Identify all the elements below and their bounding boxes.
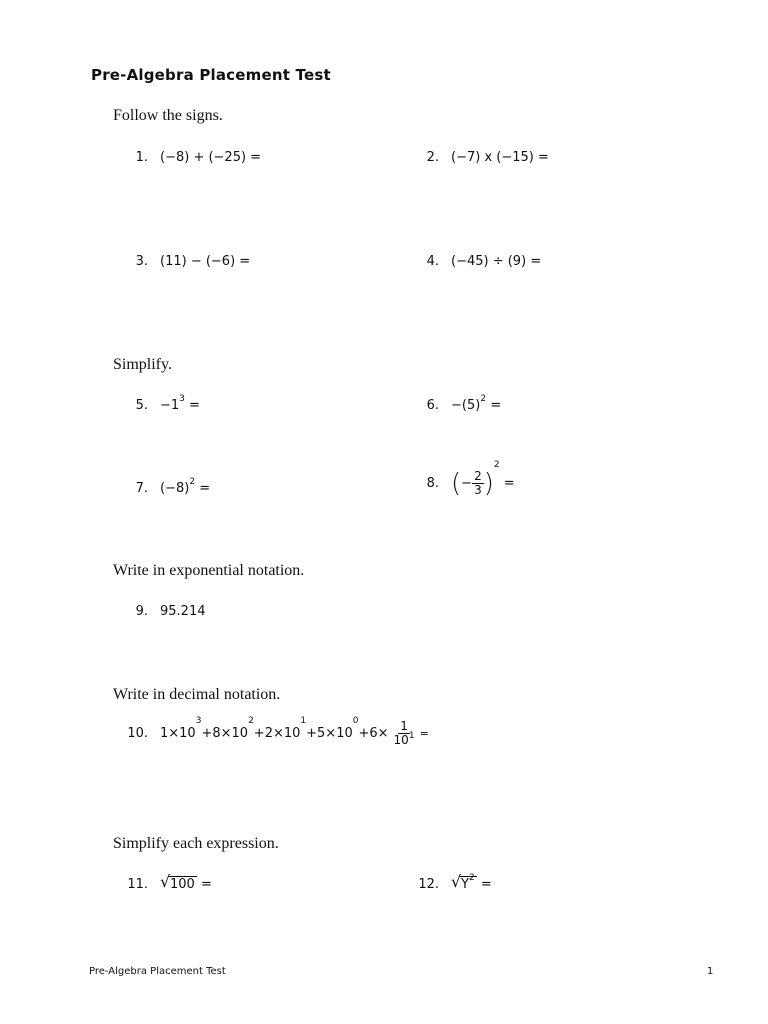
radicand-exponent: 2 xyxy=(468,873,475,883)
fraction-numerator: 1 xyxy=(400,719,408,733)
problem-expression: (−7) x (−15) = xyxy=(451,150,549,165)
radicand xyxy=(459,873,477,892)
problem-expression: (11) − (−6) = xyxy=(160,254,251,269)
problem-equals: = xyxy=(419,727,429,740)
problem-4 xyxy=(423,254,541,269)
problem-number: 1. xyxy=(135,150,148,165)
problem-11 xyxy=(122,872,212,892)
problem-12 xyxy=(413,872,492,892)
term-2-exponent: 2 xyxy=(248,716,254,726)
fraction xyxy=(472,470,484,497)
term-1-exponent: 3 xyxy=(195,716,202,726)
problem-number: 4. xyxy=(426,254,439,269)
problem-equals: = xyxy=(503,476,515,491)
problem-expression: (−45) ÷ (9) = xyxy=(451,254,542,269)
problem-number: 11. xyxy=(127,877,148,892)
problem-3 xyxy=(132,254,250,269)
problem-number: 12. xyxy=(418,877,439,892)
problem-base: (−8) xyxy=(160,481,190,496)
problem-5 xyxy=(132,394,200,413)
term-4-exponent: 0 xyxy=(352,716,359,726)
radicand: 100 xyxy=(170,877,195,892)
radicand-base: Y xyxy=(461,877,469,892)
section-heading-exponential: Write in exponential notation. xyxy=(113,562,305,579)
fraction-denominator: 3 xyxy=(474,483,482,497)
section-heading-decimal: Write in decimal notation. xyxy=(113,686,281,703)
right-paren: ) xyxy=(483,468,494,499)
problem-equals: = xyxy=(490,398,502,413)
problem-7 xyxy=(132,477,211,496)
radical-sign-icon: √ xyxy=(160,872,171,891)
problem-10 xyxy=(122,716,429,747)
term-1: 1×10 xyxy=(160,726,196,741)
section-heading-follow-signs: Follow the signs. xyxy=(113,107,223,124)
problem-exponent: 2 xyxy=(493,460,500,470)
problem-number: 5. xyxy=(135,398,148,413)
fraction-denominator-base: 10 xyxy=(393,733,409,747)
problem-8 xyxy=(423,460,515,499)
term-5: +6× xyxy=(358,726,389,741)
square-root xyxy=(160,872,197,892)
term-3-exponent: 1 xyxy=(300,716,307,726)
problem-base: −1 xyxy=(160,398,180,413)
problem-exponent: 2 xyxy=(480,394,487,404)
square-root xyxy=(451,872,477,892)
page-title: Pre-Algebra Placement Test xyxy=(91,66,331,84)
fraction-sign: − xyxy=(461,476,473,491)
problem-9 xyxy=(132,604,206,619)
problem-expression: 95.214 xyxy=(160,604,206,619)
page-number: 1 xyxy=(707,966,714,977)
problem-base: −(5) xyxy=(451,398,481,413)
problem-equals: = xyxy=(189,398,200,413)
problem-number: 10. xyxy=(127,726,148,741)
problem-6 xyxy=(423,394,502,413)
term-4: +5×10 xyxy=(306,726,353,741)
problem-number: 6. xyxy=(426,398,439,413)
problem-2 xyxy=(423,150,549,165)
fraction-denominator xyxy=(392,731,417,747)
problem-number: 2. xyxy=(426,150,439,165)
problem-equals: = xyxy=(199,481,211,496)
fraction-denominator-exponent: 1 xyxy=(408,731,415,741)
problem-equals: = xyxy=(200,877,212,892)
term-3: +2×10 xyxy=(253,726,301,741)
section-heading-simplify: Simplify. xyxy=(113,356,172,373)
problem-number: 7. xyxy=(135,481,148,496)
fraction xyxy=(392,720,417,747)
problem-number: 3. xyxy=(135,254,148,269)
problem-exponent: 2 xyxy=(189,477,196,487)
left-paren: ( xyxy=(451,468,462,499)
term-2: +8×10 xyxy=(201,726,249,741)
footer-title: Pre-Algebra Placement Test xyxy=(89,966,226,977)
problem-number: 8. xyxy=(426,476,439,491)
problem-expression: (−8) + (−25) = xyxy=(160,150,262,165)
problem-number: 9. xyxy=(135,604,148,619)
section-heading-simplify-expression: Simplify each expression. xyxy=(113,835,279,852)
problem-equals: = xyxy=(480,877,492,892)
radical-sign-icon: √ xyxy=(451,872,462,891)
problem-exponent: 3 xyxy=(179,394,185,404)
problem-1 xyxy=(132,150,261,165)
fraction-numerator: 2 xyxy=(474,469,482,483)
